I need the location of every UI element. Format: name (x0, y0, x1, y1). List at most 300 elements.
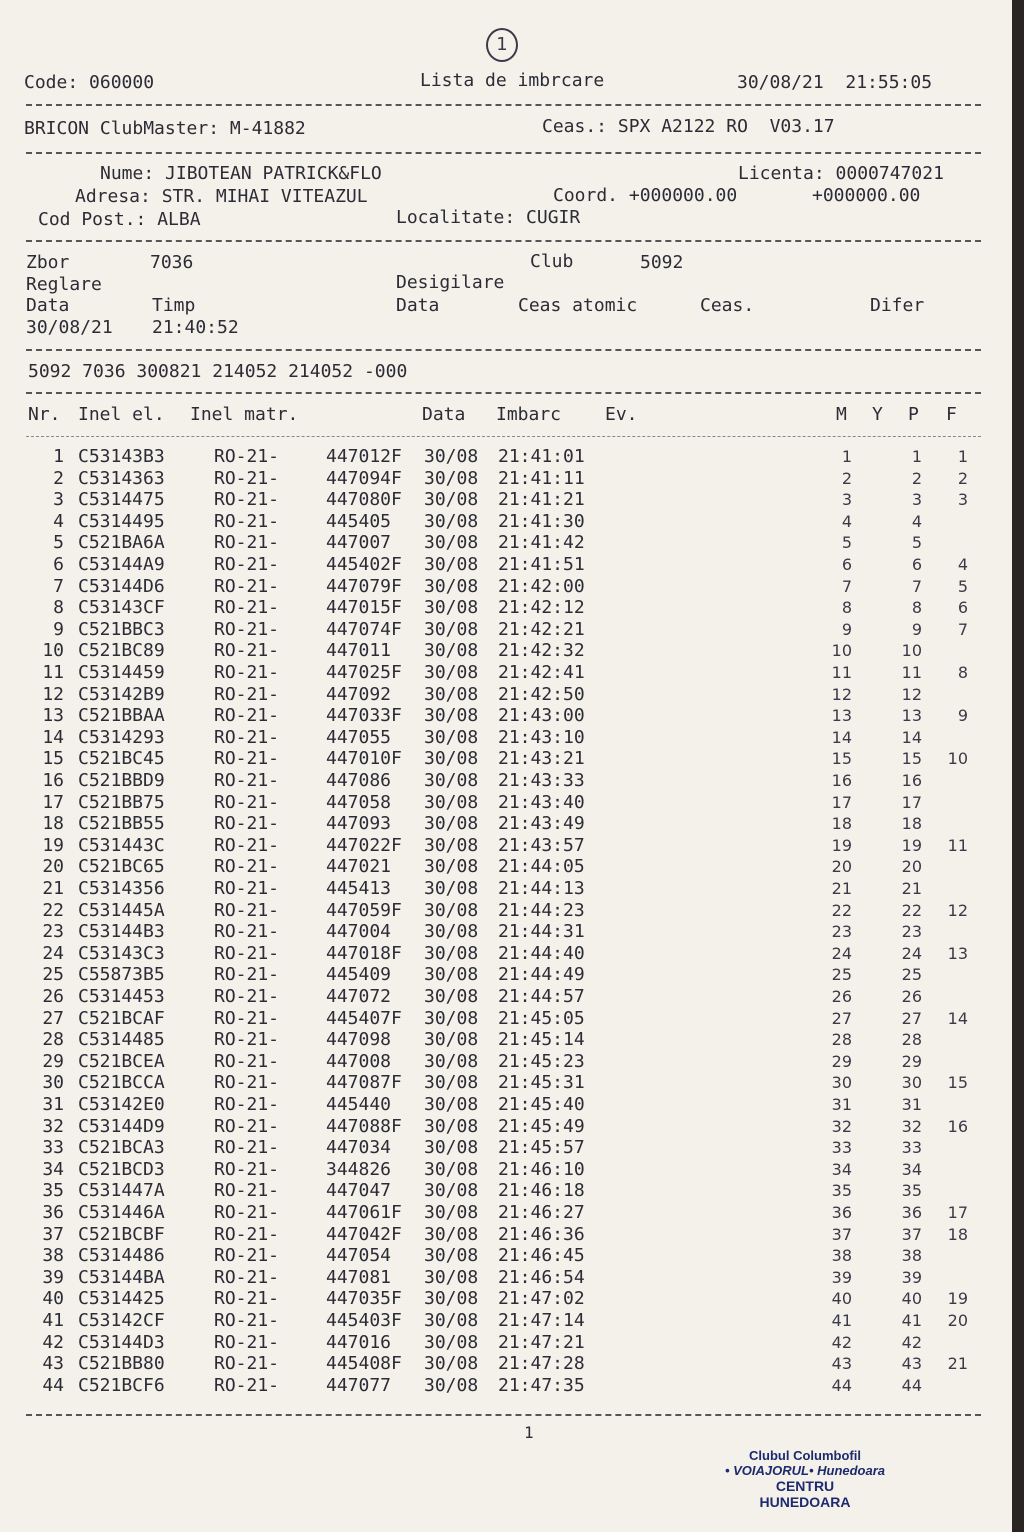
cell-date: 30/08 (424, 1007, 479, 1029)
cell-date: 30/08 (424, 1115, 479, 1137)
cell-electronic-ring: C521BBC3 (78, 618, 165, 640)
cell-date: 30/08 (424, 986, 479, 1007)
cell-ring-prefix: RO-21- (214, 1050, 280, 1072)
cell-date: 30/08 (424, 748, 479, 770)
cell-f: 21 (947, 1354, 968, 1374)
cell-nr: 15 (42, 748, 64, 770)
cell-m: 31 (831, 1095, 852, 1114)
divider (26, 104, 981, 106)
cell-m: 3 (841, 490, 852, 510)
cell-ring-prefix: RO-21- (214, 1331, 280, 1353)
club-label: Club (530, 251, 574, 272)
cell-m: 18 (831, 814, 852, 834)
setting-label: Reglare (26, 274, 102, 295)
cell-m: 4 (841, 511, 852, 531)
cell-ring-prefix: RO-21- (214, 683, 280, 705)
flight-summary-line: 5092 7036 300821 214052 214052 -000 (28, 361, 408, 382)
cell-electronic-ring: C5314495 (78, 510, 165, 532)
unsealing-label: Desigilare (396, 272, 505, 293)
cell-ring-number: 447021 (326, 856, 392, 878)
cell-time: 21:42:00 (498, 575, 585, 597)
cell-f: 9 (957, 706, 968, 726)
cell-ring-prefix: RO-21- (214, 942, 280, 964)
cell-date: 30/08 (424, 726, 479, 748)
cell-p: 14 (901, 727, 922, 747)
cell-ring-prefix: RO-21- (214, 1029, 280, 1051)
cell-m: 42 (831, 1332, 852, 1352)
cell-time: 21:43:00 (498, 705, 585, 727)
cell-m: 19 (831, 835, 852, 855)
cell-f: 20 (947, 1311, 968, 1330)
table-row (0, 512, 1000, 534)
cell-ring-prefix: RO-21- (214, 554, 280, 575)
table-row (0, 1160, 1000, 1182)
cell-p: 19 (901, 835, 922, 855)
cell-ring-prefix: RO-21- (214, 1223, 280, 1245)
cell-f: 10 (947, 749, 968, 769)
cell-date: 30/08 (424, 510, 479, 532)
cell-nr: 44 (42, 1374, 64, 1396)
cell-f: 19 (947, 1289, 968, 1309)
cell-m: 32 (831, 1116, 852, 1136)
cell-ring-number: 447033F (326, 705, 402, 727)
club-stamp (690, 1448, 920, 1510)
cell-time: 21:43:49 (498, 813, 585, 835)
cell-m: 41 (831, 1311, 852, 1330)
cell-time: 21:46:27 (498, 1202, 585, 1223)
cell-nr: 12 (42, 683, 64, 705)
cell-ring-prefix: RO-21- (214, 1115, 280, 1137)
cell-m: 30 (831, 1073, 852, 1093)
table-row (0, 706, 1000, 728)
club-number: 5092 (640, 252, 684, 273)
cell-date: 30/08 (424, 942, 479, 964)
cell-time: 21:47:21 (498, 1331, 585, 1353)
cell-f: 14 (947, 1008, 968, 1028)
table-row (0, 469, 1000, 491)
table-row (0, 836, 1000, 858)
cell-electronic-ring: C55873B5 (78, 964, 165, 986)
cell-m: 38 (831, 1246, 852, 1266)
cell-date: 30/08 (424, 1223, 479, 1245)
cell-p: 2 (911, 468, 922, 488)
cell-p: 40 (901, 1289, 922, 1309)
cell-ring-number: 447008 (326, 1050, 392, 1072)
cell-electronic-ring: C521BCF6 (78, 1374, 165, 1396)
cell-p: 17 (901, 792, 922, 812)
cell-electronic-ring: C521BCCA (78, 1072, 165, 1094)
cell-time: 21:44:23 (498, 899, 585, 921)
cell-m: 14 (831, 727, 852, 747)
device-info: BRICON ClubMaster: M-41882 (24, 118, 306, 139)
table-row (0, 663, 1000, 685)
cell-ring-prefix: RO-21- (214, 1072, 280, 1094)
cell-p: 5 (911, 533, 922, 553)
cell-time: 21:42:41 (498, 662, 585, 683)
cell-nr: 27 (42, 1007, 64, 1029)
cell-f: 3 (957, 490, 968, 510)
table-row (0, 922, 1000, 944)
cell-ring-prefix: RO-21- (214, 770, 280, 791)
table-row (0, 857, 1000, 879)
cell-p: 3 (911, 490, 922, 510)
table-row (0, 555, 1000, 577)
cell-ring-prefix: RO-21- (214, 489, 280, 511)
cell-ring-prefix: RO-21- (214, 1137, 280, 1159)
cell-nr: 13 (42, 705, 64, 727)
cell-ring-number: 445409 (326, 964, 392, 986)
cell-ring-prefix: RO-21- (214, 705, 280, 727)
cell-ring-number: 447074F (326, 618, 402, 640)
cell-ring-prefix: RO-21- (214, 1007, 280, 1029)
cell-ring-prefix: RO-21- (214, 618, 280, 640)
cell-electronic-ring: C521BB55 (78, 813, 165, 835)
cell-ring-number: 447088F (326, 1115, 402, 1137)
table-row (0, 1333, 1000, 1355)
cell-electronic-ring: C531445A (78, 899, 165, 921)
cell-date: 30/08 (424, 1158, 479, 1180)
cell-time: 21:44:40 (498, 942, 585, 964)
cell-f: 2 (957, 468, 968, 488)
cell-m: 29 (831, 1051, 852, 1071)
cell-date: 30/08 (424, 1353, 479, 1375)
cell-ring-number: 447094F (326, 467, 402, 489)
stamp-line-4: HUNEDOARA (759, 1494, 851, 1510)
cell-time: 21:43:21 (498, 748, 585, 770)
stamp-line-3: CENTRU (775, 1478, 835, 1494)
cell-ring-number: 447012F (326, 446, 402, 467)
cell-nr: 8 (53, 597, 64, 619)
cell-date: 30/08 (424, 1072, 479, 1094)
cell-time: 21:45:40 (498, 1094, 585, 1115)
cell-p: 43 (901, 1354, 922, 1374)
unseal-date-label: Data (396, 295, 440, 316)
cell-electronic-ring: C53144B3 (78, 921, 165, 943)
cell-p: 4 (911, 511, 922, 531)
cell-ring-number: 447079F (326, 575, 402, 597)
cell-m: 5 (841, 533, 852, 553)
cell-time: 21:41:11 (498, 467, 585, 489)
cell-m: 36 (831, 1203, 852, 1222)
cell-nr: 3 (53, 489, 64, 511)
setting-time: 21:40:52 (152, 317, 239, 338)
cell-m: 13 (831, 706, 852, 726)
cell-ring-number: 447072 (326, 986, 392, 1007)
cell-date: 30/08 (424, 1029, 479, 1051)
cell-m: 26 (831, 987, 852, 1006)
cell-ring-number: 447059F (326, 899, 402, 921)
table-row (0, 987, 1000, 1009)
cell-time: 21:44:13 (498, 878, 585, 899)
cell-nr: 6 (53, 554, 64, 575)
cell-date: 30/08 (424, 878, 479, 899)
cell-date: 30/08 (424, 964, 479, 986)
cell-ring-prefix: RO-21- (214, 1202, 280, 1223)
cell-electronic-ring: C5314486 (78, 1245, 165, 1267)
cell-p: 33 (901, 1138, 922, 1158)
cell-ring-prefix: RO-21- (214, 597, 280, 619)
cell-p: 18 (901, 814, 922, 834)
owner-address: Adresa: STR. MIHAI VITEAZUL (75, 186, 368, 207)
cell-p: 9 (911, 619, 922, 639)
cell-m: 17 (831, 792, 852, 812)
cell-date: 30/08 (424, 683, 479, 705)
cell-m: 1 (841, 447, 852, 466)
cell-electronic-ring: C521BCBF (78, 1223, 165, 1245)
cell-m: 21 (831, 879, 852, 898)
clock-info: Ceas.: SPX A2122 RO V03.17 (542, 116, 835, 137)
cell-time: 21:45:57 (498, 1137, 585, 1159)
cell-date: 30/08 (424, 489, 479, 511)
cell-m: 10 (831, 641, 852, 661)
code-label: Code: 060000 (24, 72, 155, 93)
divider (26, 349, 981, 351)
cell-electronic-ring: C53144A9 (78, 554, 165, 575)
cell-m: 12 (831, 684, 852, 704)
cell-date: 30/08 (424, 705, 479, 727)
flight-label: Zbor (26, 252, 70, 273)
cell-electronic-ring: C5314459 (78, 662, 165, 683)
cell-date: 30/08 (424, 467, 479, 489)
cell-ring-number: 447086 (326, 770, 392, 791)
cell-nr: 20 (42, 856, 64, 878)
table-row (0, 1138, 1000, 1160)
cell-p: 32 (901, 1116, 922, 1136)
flight-number: 7036 (150, 252, 194, 273)
table-row (0, 577, 1000, 599)
cell-date: 30/08 (424, 856, 479, 878)
page-mark (486, 28, 518, 62)
cell-ring-number: 447034 (326, 1137, 392, 1159)
cell-nr: 37 (42, 1223, 64, 1245)
cell-ring-number: 447081 (326, 1266, 392, 1288)
cell-time: 21:44:57 (498, 986, 585, 1007)
cell-ring-number: 447007 (326, 532, 392, 554)
cell-date: 30/08 (424, 1094, 479, 1115)
cell-electronic-ring: C531446A (78, 1202, 165, 1223)
table-row (0, 1354, 1000, 1376)
cell-ring-prefix: RO-21- (214, 726, 280, 748)
cell-date: 30/08 (424, 1374, 479, 1396)
cell-m: 8 (841, 598, 852, 618)
cell-electronic-ring: C521BC45 (78, 748, 165, 770)
cell-p: 22 (901, 900, 922, 920)
table-row (0, 685, 1000, 707)
cell-p: 11 (901, 663, 922, 682)
cell-nr: 17 (42, 791, 64, 813)
cell-f: 15 (947, 1073, 968, 1093)
cell-electronic-ring: C521BCAF (78, 1007, 165, 1029)
cell-nr: 21 (42, 878, 64, 899)
cell-nr: 30 (42, 1072, 64, 1094)
cell-nr: 38 (42, 1245, 64, 1267)
page-mark-text: 1 (496, 34, 508, 55)
cell-nr: 5 (53, 532, 64, 554)
col-event: Ev. (605, 404, 638, 425)
cell-time: 21:42:50 (498, 683, 585, 705)
cell-m: 43 (831, 1354, 852, 1374)
cell-nr: 42 (42, 1331, 64, 1353)
cell-time: 21:45:23 (498, 1050, 585, 1072)
cell-electronic-ring: C5314453 (78, 986, 165, 1007)
cell-p: 27 (901, 1008, 922, 1028)
cell-ring-number: 344826 (326, 1158, 392, 1180)
cell-f: 17 (947, 1203, 968, 1222)
cell-date: 30/08 (424, 618, 479, 640)
cell-p: 37 (901, 1224, 922, 1244)
cell-m: 39 (831, 1267, 852, 1287)
divider (26, 240, 981, 242)
cell-p: 16 (901, 771, 922, 790)
cell-time: 21:43:57 (498, 834, 585, 856)
cell-electronic-ring: C53144D9 (78, 1115, 165, 1137)
cell-date: 30/08 (424, 791, 479, 813)
cell-p: 34 (901, 1159, 922, 1179)
divider (26, 392, 981, 394)
cell-ring-prefix: RO-21- (214, 813, 280, 835)
cell-p: 8 (911, 598, 922, 618)
cell-ring-prefix: RO-21- (214, 748, 280, 770)
divider (26, 152, 981, 154)
cell-nr: 28 (42, 1029, 64, 1051)
cell-ring-prefix: RO-21- (214, 856, 280, 878)
cell-nr: 33 (42, 1137, 64, 1159)
cell-ring-number: 447015F (326, 597, 402, 619)
cell-ring-number: 447087F (326, 1072, 402, 1094)
cell-ring-number: 447011 (326, 640, 392, 662)
cell-f: 6 (957, 598, 968, 618)
cell-electronic-ring: C53144D3 (78, 1331, 165, 1353)
col-p: P (908, 404, 919, 425)
cell-f: 1 (957, 447, 968, 466)
cell-electronic-ring: C521BBD9 (78, 770, 165, 791)
cell-ring-prefix: RO-21- (214, 1288, 280, 1310)
cell-ring-prefix: RO-21- (214, 1158, 280, 1180)
col-ring-number: Inel matr. (190, 404, 299, 425)
cell-m: 37 (831, 1224, 852, 1244)
coordinates-value: +000000.00 (812, 185, 921, 206)
cell-ring-number: 447018F (326, 942, 402, 964)
cell-time: 21:41:21 (498, 489, 585, 511)
col-nr: Nr. (28, 404, 61, 425)
cell-ring-number: 447022F (326, 834, 402, 856)
cell-p: 6 (911, 555, 922, 574)
cell-p: 29 (901, 1051, 922, 1071)
cell-ring-prefix: RO-21- (214, 878, 280, 899)
cell-nr: 36 (42, 1202, 64, 1223)
cell-time: 21:45:49 (498, 1115, 585, 1137)
atomic-clock-label: Ceas atomic (518, 295, 638, 316)
cell-nr: 4 (53, 510, 64, 532)
cell-m: 27 (831, 1008, 852, 1028)
cell-electronic-ring: C5314425 (78, 1288, 165, 1310)
cell-date: 30/08 (424, 921, 479, 943)
cell-f: 16 (947, 1116, 968, 1136)
table-row (0, 901, 1000, 923)
divider (26, 1414, 981, 1416)
cell-m: 22 (831, 900, 852, 920)
cell-m: 34 (831, 1159, 852, 1179)
cell-electronic-ring: C53143B3 (78, 446, 165, 467)
table-row (0, 620, 1000, 642)
cell-p: 24 (901, 943, 922, 963)
cell-time: 21:41:42 (498, 532, 585, 554)
cell-date: 30/08 (424, 640, 479, 662)
cell-date: 30/08 (424, 1137, 479, 1159)
cell-ring-number: 445405 (326, 510, 392, 532)
col-m: M (836, 404, 847, 425)
cell-p: 7 (911, 576, 922, 596)
cell-electronic-ring: C521BCEA (78, 1050, 165, 1072)
cell-p: 12 (901, 684, 922, 704)
cell-ring-prefix: RO-21- (214, 532, 280, 554)
cell-ring-prefix: RO-21- (214, 964, 280, 986)
cell-electronic-ring: C53143CF (78, 597, 165, 619)
cell-nr: 29 (42, 1050, 64, 1072)
table-row (0, 944, 1000, 966)
divider (26, 436, 981, 437)
cell-p: 23 (901, 922, 922, 942)
table-row (0, 1268, 1000, 1290)
cell-nr: 19 (42, 834, 64, 856)
cell-p: 31 (901, 1095, 922, 1114)
table-row (0, 598, 1000, 620)
cell-ring-prefix: RO-21- (214, 1245, 280, 1267)
cell-m: 44 (831, 1375, 852, 1395)
col-f: F (946, 404, 957, 425)
cell-p: 10 (901, 641, 922, 661)
cell-nr: 25 (42, 964, 64, 986)
cell-date: 30/08 (424, 575, 479, 597)
cell-p: 15 (901, 749, 922, 769)
cell-date: 30/08 (424, 662, 479, 683)
cell-date: 30/08 (424, 1202, 479, 1223)
cell-time: 21:46:54 (498, 1266, 585, 1288)
cell-time: 21:47:14 (498, 1310, 585, 1331)
cell-nr: 22 (42, 899, 64, 921)
cell-date: 30/08 (424, 446, 479, 467)
cell-p: 26 (901, 987, 922, 1006)
cell-date: 30/08 (424, 1245, 479, 1267)
cell-ring-number: 447092 (326, 683, 392, 705)
cell-date: 30/08 (424, 1180, 479, 1202)
cell-date: 30/08 (424, 813, 479, 835)
col-boarding: Imbarc (496, 404, 562, 425)
cell-f: 18 (947, 1224, 968, 1244)
cell-ring-number: 447016 (326, 1331, 392, 1353)
cell-time: 21:46:36 (498, 1223, 585, 1245)
table-row (0, 728, 1000, 750)
cell-electronic-ring: C5314293 (78, 726, 165, 748)
cell-ring-prefix: RO-21- (214, 575, 280, 597)
cell-ring-prefix: RO-21- (214, 1266, 280, 1288)
table-row (0, 1246, 1000, 1268)
cell-m: 9 (841, 619, 852, 639)
cell-nr: 34 (42, 1158, 64, 1180)
cell-electronic-ring: C5314475 (78, 489, 165, 511)
cell-p: 41 (901, 1311, 922, 1330)
postal-code: Cod Post.: ALBA (38, 209, 201, 230)
cell-ring-number: 447042F (326, 1223, 402, 1245)
cell-electronic-ring: C53142E0 (78, 1094, 165, 1115)
cell-time: 21:46:18 (498, 1180, 585, 1202)
cell-time: 21:43:40 (498, 791, 585, 813)
table-row (0, 1117, 1000, 1139)
cell-date: 30/08 (424, 597, 479, 619)
cell-ring-number: 445440 (326, 1094, 392, 1115)
cell-ring-number: 447054 (326, 1245, 392, 1267)
cell-p: 25 (901, 965, 922, 985)
